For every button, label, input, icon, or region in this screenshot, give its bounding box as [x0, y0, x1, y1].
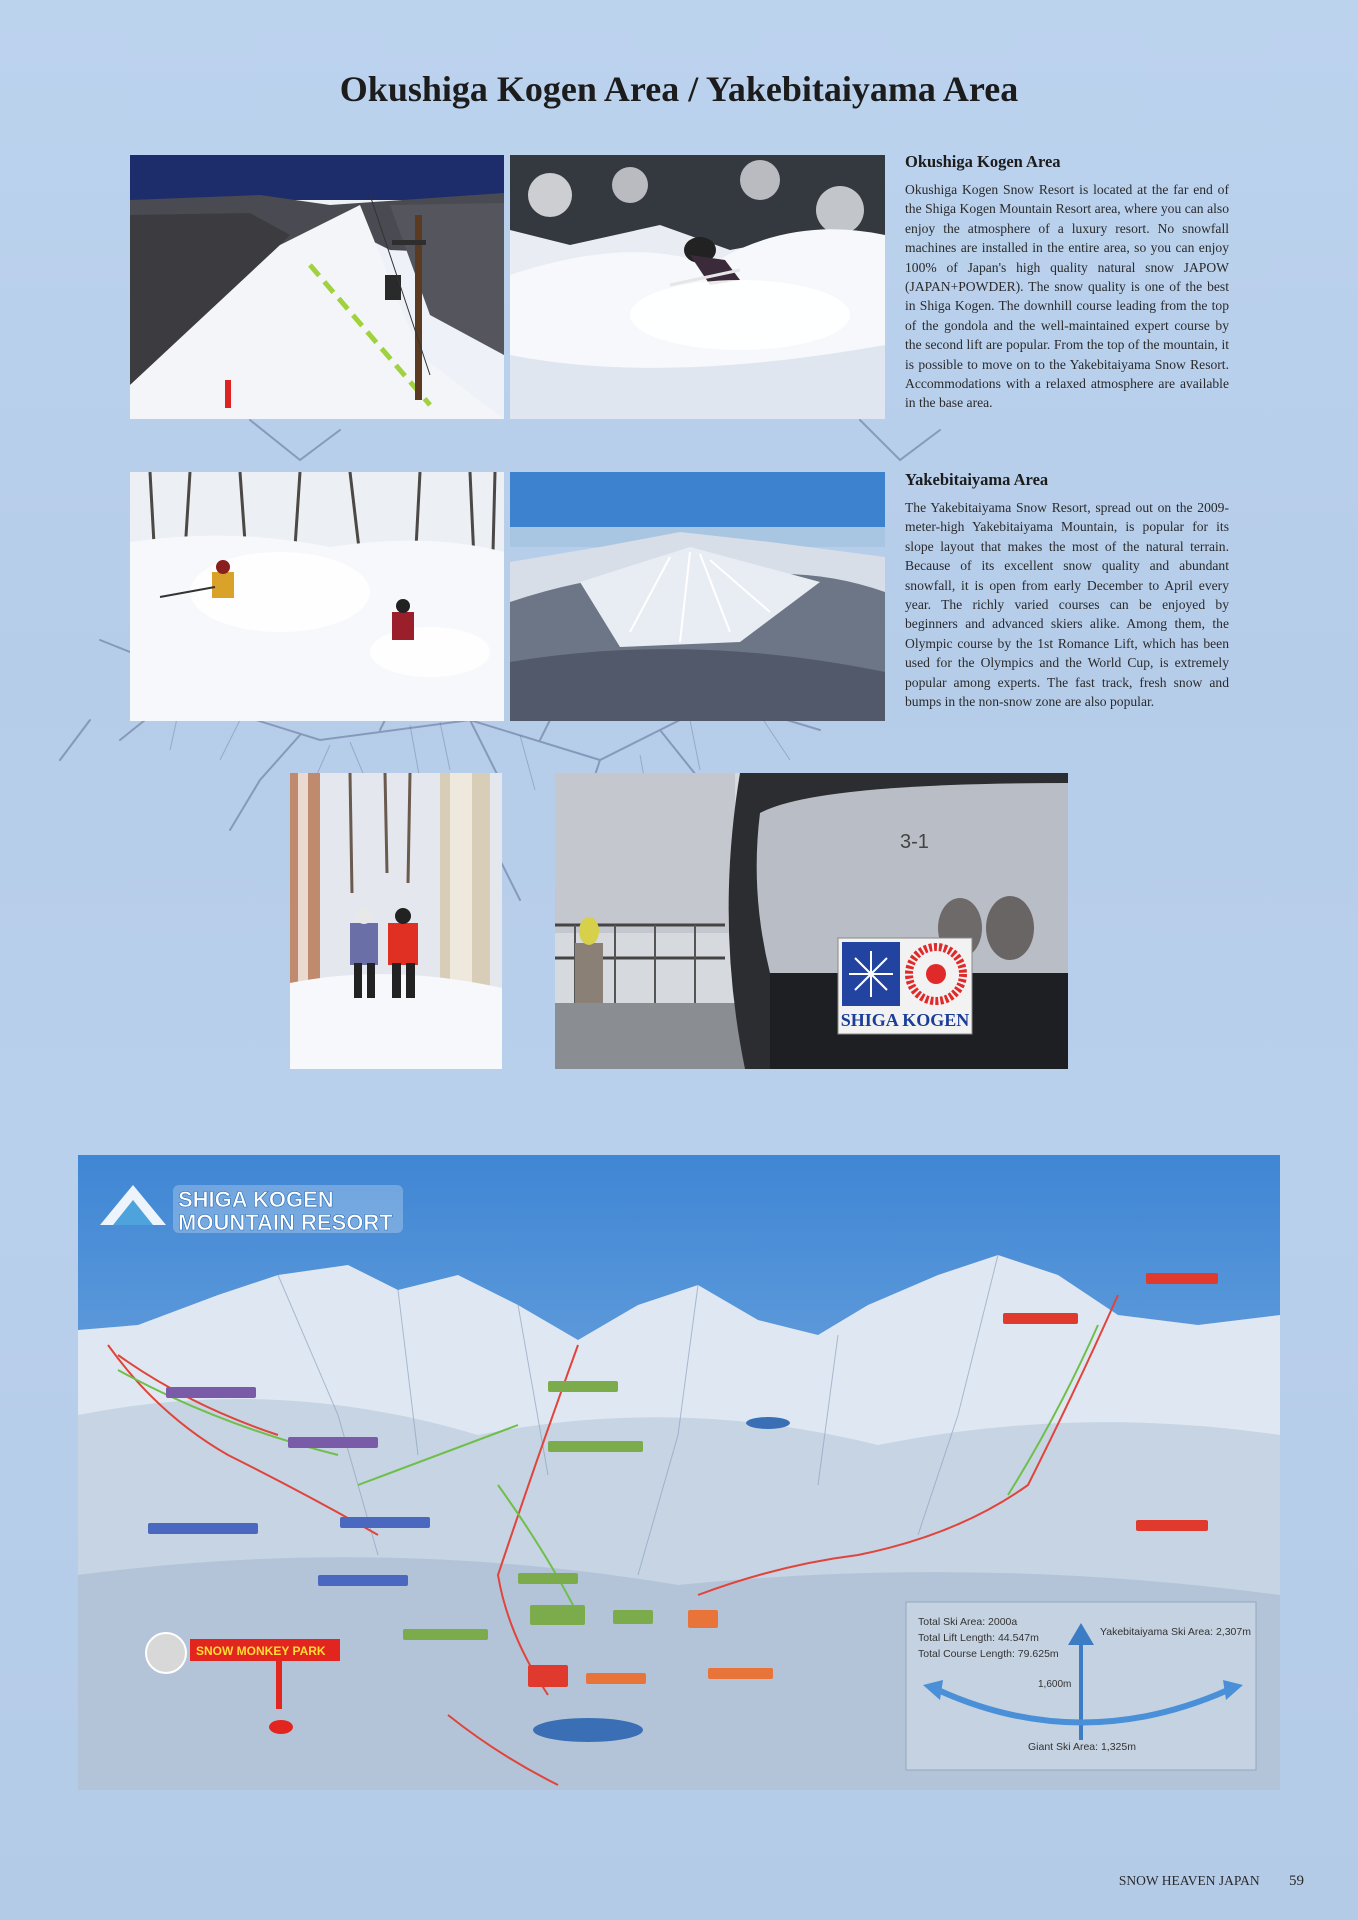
page-number: 59 [1289, 1873, 1304, 1889]
gondola-sign-text: SHIGA KOGEN [840, 1010, 970, 1030]
page-footer [1119, 1873, 1304, 1890]
section-body-okushiga: Okushiga Kogen Snow Resort is located at the far end of the Shiga Kogen Mountain Resort area, where you can also enjoy the atmosphere of a luxury resort. No snowfall machines are installed in the entire area, so you can enjoy 100% of Japan's high quality natural snow JAPOW (JAPAN+POWDER). The snow quality is one of the best in Shiga Kogen. The downhill course leading from the top of the gondola and the well-maintained expert course by the second lift are popular. From the top of the mountain, it is possible to move on to the Yakebitaiyama Snow Resort. Accommodations with a relaxed atmosphere are available in the base area. [905, 182, 1229, 411]
resort-info-panel [906, 1602, 1256, 1770]
section-heading-okushiga: Okushiga Kogen Area [905, 152, 1061, 171]
publication-name: SNOW HEAVEN JAPAN [1118, 1873, 1260, 1888]
section-heading-yakebitaiyama: Yakebitaiyama Area [905, 470, 1049, 489]
info-line-2: Total Course Length: 79.625m [918, 1648, 1059, 1660]
photo-powder-skier [510, 155, 885, 419]
map-logo-line2: MOUNTAIN RESORT [178, 1210, 393, 1235]
info-base: Giant Ski Area: 1,325m [1028, 1741, 1136, 1753]
section-okushiga [905, 152, 1229, 413]
photo-chairlift-slope [130, 155, 504, 419]
photo-snowshoe-hikers [290, 773, 502, 1069]
section-yakebitaiyama [905, 470, 1229, 711]
gondola-number: 3-1 [900, 831, 929, 853]
map-logo-line1: SHIGA KOGEN [178, 1187, 334, 1212]
info-line-0: Total Ski Area: 2000a [918, 1616, 1018, 1628]
snow-monkey-label: SNOW MONKEY PARK [196, 1644, 326, 1658]
info-mid: 1,600m [1038, 1679, 1072, 1690]
info-peak: Yakebitaiyama Ski Area: 2,307m [1100, 1626, 1251, 1638]
page-title: Okushiga Kogen Area / Yakebitaiyama Area [339, 69, 1019, 109]
info-line-1: Total Lift Length: 44.547m [918, 1632, 1039, 1644]
photo-gondola-station [555, 773, 1068, 1069]
photo-two-skiers-forest [130, 472, 504, 721]
photo-aerial-mountain [510, 472, 885, 721]
ski-resort-map [78, 1155, 1280, 1790]
section-body-yakebitaiyama: The Yakebitaiyama Snow Resort, spread out on the 2009-meter-high Yakebitaiyama Mountain, is popular for its slope layout that makes the most of the natural terrain. Because of its excellent snow quality and abundant snowfall, it is open from early December to April every year. The richly varied courses can be enjoyed by beginners and advanced skiers alike. Among them, the Olympic course by the 1st Romance Lift, which has been used for the Olympics and the World Cup, is extremely popular among experts. The fast track, fresh snow and bumps in the non-snow zone are also popular. [905, 500, 1229, 710]
